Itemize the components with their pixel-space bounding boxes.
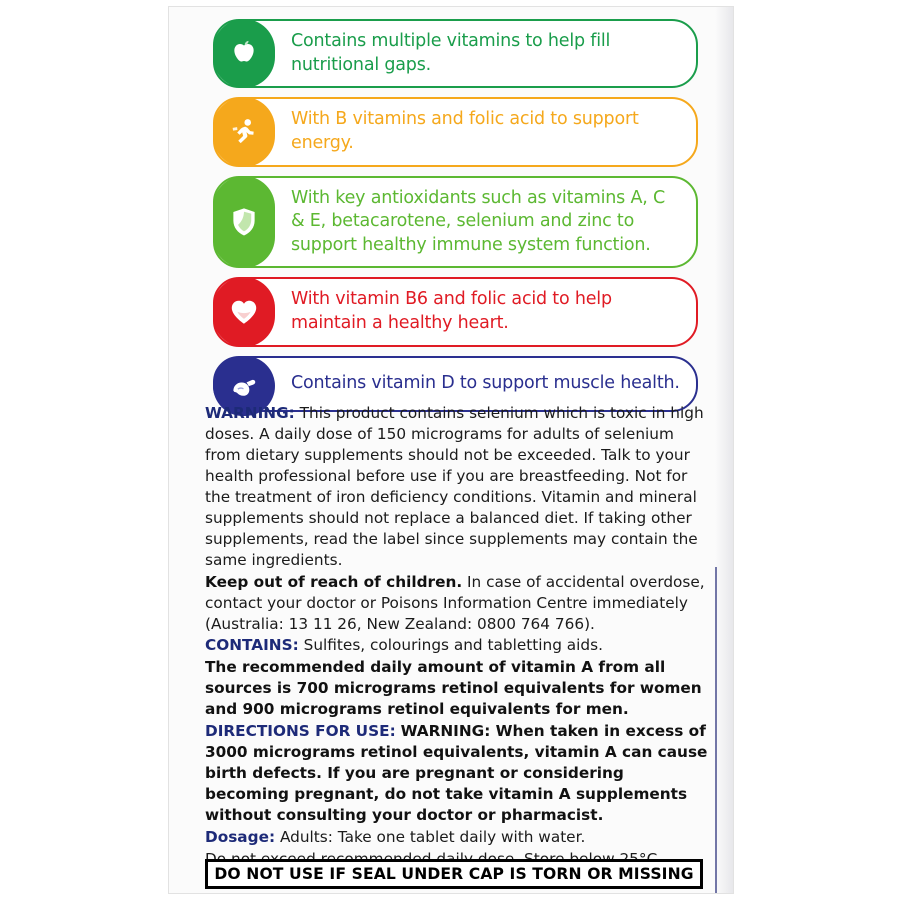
keep-out-paragraph xyxy=(205,572,710,635)
warning-text: This product contains selenium which is toxic in high doses. A daily dose of 150 micrograms for adults of selenium from dietary supplements should not be exceeded. Talk to your health professional before use if you are breastfeeding. Not for the treatment of iron deficiency conditions. Vitamin and mineral supplements should not replace a balanced diet. If taking other supplements, read the label since supplements may contain the same ingredients. xyxy=(205,404,704,569)
seal-notice-text: DO NOT USE IF SEAL UNDER CAP IS TORN OR MISSING xyxy=(214,865,694,883)
package-edge-shading xyxy=(715,7,733,894)
benefit-text: With vitamin B6 and folic acid to help maintain a healthy heart. xyxy=(291,289,612,333)
contains-label: CONTAINS: xyxy=(205,636,299,655)
directions-text: WARNING: When taken in excess of 3000 micrograms retinol equivalents, vitamin A can cause birth defects. If you are pregnant or considering becoming pregnant, do not take vitamin A supplements without consulting your doctor or pharmacist. xyxy=(205,722,708,825)
dosage-label: Dosage: xyxy=(205,828,276,847)
benefit-item-heart xyxy=(213,277,698,346)
warning-paragraph xyxy=(205,403,710,571)
benefit-text: Contains multiple vitamins to help fill nutritional gaps. xyxy=(291,31,611,75)
benefit-item-vitamins xyxy=(213,19,698,88)
package-edge-line xyxy=(715,567,717,894)
keep-out-text: In case of accidental overdose, contact your doctor or Poisons Information Centre immediately (Australia: 13 11 26, New Zealand: 0800 764 766). xyxy=(205,572,705,633)
keep-out-label: Keep out of reach of children. xyxy=(205,572,463,591)
shield-icon xyxy=(213,176,275,269)
warning-label: WARNING: xyxy=(205,404,295,422)
directions-paragraph xyxy=(205,721,710,826)
vitamin-a-note: The recommended daily amount of vitamin A from all sources is 700 micrograms retinol equivalents for women and 900 micrograms retinol equivalents for men. xyxy=(205,658,702,719)
dosage-text: Adults: Take one tablet daily with water. xyxy=(279,828,586,847)
apple-icon xyxy=(213,19,275,88)
heart-icon xyxy=(213,277,275,346)
running-person-icon xyxy=(213,97,275,166)
contains-paragraph xyxy=(205,635,710,656)
benefit-item-energy xyxy=(213,97,698,166)
benefit-text: With key antioxidants such as vitamins A, C & E, betacarotene, selenium and zinc to support healthy immune system function. xyxy=(291,187,665,255)
benefit-item-immune xyxy=(213,176,698,269)
benefits-list xyxy=(213,19,698,421)
label-body-copy xyxy=(205,403,710,871)
benefit-text: With B vitamins and folic acid to support energy. xyxy=(291,109,639,153)
contains-text: Sulfites, colourings and tabletting aids. xyxy=(303,636,603,655)
directions-label: DIRECTIONS FOR USE: xyxy=(205,722,396,741)
seal-notice-box xyxy=(205,859,703,889)
supplement-package-panel xyxy=(168,6,734,894)
dosage-paragraph xyxy=(205,827,710,848)
benefit-text: Contains vitamin D to support muscle health. xyxy=(291,372,680,393)
